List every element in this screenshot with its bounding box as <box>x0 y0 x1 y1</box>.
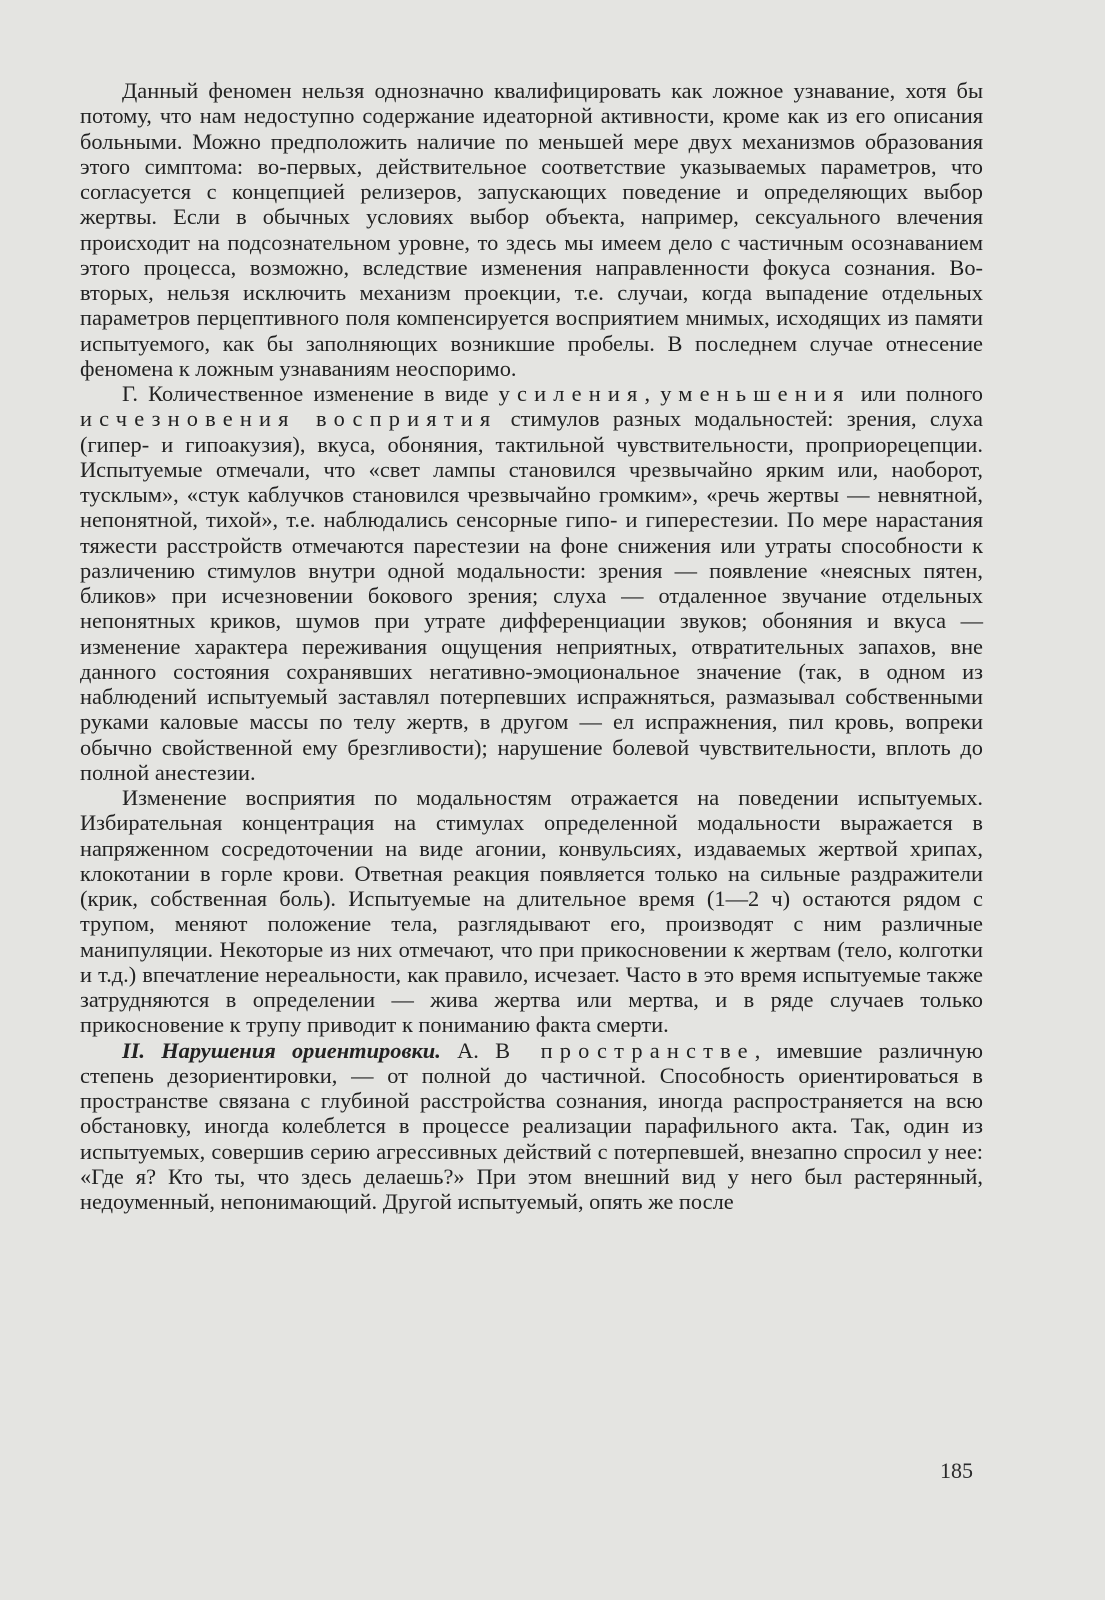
paragraph: Изменение восприятия по модальностям отражается на поведении испытуемых. Избирательная концентрация на стимулах определенной модальности выражается в напряженном сосредоточении на виде агонии, конвульсиях, издаваемых жертвой хрипах, клокотании в горле крови. Ответная реакция появляется только на сильные раздражители (крик, собственная боль). Испытуемые на длительное время (1—2 ч) остаются рядом с трупом, меняют положение тела, разглядывают его, производят с ним различные манипуляции. Некоторые из них отмечают, что при прикосновении к жертвам (тело, колготки и т.д.) впечатление нереальности, как правило, исчезает. Часто в это время испытуемые также затрудняются в определении — жива жертва или мертва, и в ряде случаев только прикосновение к трупу приводит к пониманию факта смерти. <box>80 785 983 1038</box>
paragraph <box>80 381 983 785</box>
paragraph <box>80 1038 983 1215</box>
paragraph-text: , <box>644 381 661 406</box>
paragraph-text: или полного <box>850 381 984 406</box>
page-number: 185 <box>940 1458 973 1483</box>
section-heading: II. Нарушения ориентировки. <box>122 1037 441 1063</box>
paragraph-text: , имевшие различную степень дезориентировки, — от полной до частичной. Способность ориентироваться в пространстве связана с глубиной расстройства сознания, иногда распространяется на всю обстановку, иногда колеблется в процессе реализации парафильного акта. Так, один из испытуемых, совершив серию агрессивных действий с потерпевшей, внезапно спросил у нее: «Где я? Кто ты, что здесь делаешь?» При этом внешний вид у него был растерянный, недоуменный, непонимающий. Другой испытуемый, опять же после <box>80 1037 984 1214</box>
spaced-emphasis: исчезновения восприятия <box>80 406 498 432</box>
spaced-emphasis: уменьшения <box>660 381 851 406</box>
spaced-emphasis: усиления <box>498 381 645 406</box>
paragraph-text: стимулов разных модальностей: зрения, слуха (гипер- и гипоакузия), вкуса, обоняния, тактильной чувствительности, проприорецепции. Испытуемые отмечали, что «свет лампы становился чрезвычайно ярким или, наоборот, тусклым», «стук каблучков становился чрезвычайно громким», «речь жертвы — невнятной, непонятной, тихой», т.е. наблюдались сенсорные гипо- и гиперестезии. По мере нарастания тяжести расстройств отмечаются парестезии на фоне снижения или утраты способности к различению стимулов внутри одной модальности: зрения — появление «неясных пятен, бликов» при исчезновении бокового зрения; слуха — отдаленное звучание отдельных непонятных криков, шумов при утрате дифференциации звуков; обоняния и вкуса — изменение характера переживания ощущения неприятных, отвратительных запахов, вне данного состояния сохранявших негативно-эмоциональное значение (так, в одном из наблюдений испытуемый заставлял потерпевших испражняться, размазывал собственными руками каловые массы по телу жертв, в другом — ел испражнения, пил кровь, вопреки обычно свойственной ему брезгливости); нарушение болевой чувствительности, вплоть до полной анестезии. <box>80 406 983 785</box>
page-body <box>80 78 983 1214</box>
paragraph-text: А. <box>440 1037 496 1063</box>
paragraph-text: Г. Количественное изменение в виде <box>122 381 499 406</box>
paragraph: Данный феномен нельзя однозначно квалифицировать как ложное узнавание, хотя бы потому, что нам недоступно содержание идеаторной активности, кроме как из его описания больными. Можно предположить наличие по меньшей мере двух механизмов образования этого симптома: во-первых, действительное соответствие указываемых параметров, что согласуется с концепцией релизеров, запускающих поведение и определяющих выбор жертвы. Если в обычных условиях выбор объекта, например, сексуального влечения происходит на подсознательном уровне, то здесь мы имеем дело с частичным осознаванием этого процесса, возможно, вследствие изменения направленности фокуса сознания. Во-вторых, нельзя исключить механизм проекции, т.е. случаи, когда выпадение отдельных параметров перцептивного поля компенсируется восприятием мнимых, исходящих из памяти испытуемого, как бы заполняющих возникшие пробелы. В последнем случае отнесение феномена к ложным узнаваниям неоспоримо. <box>80 78 983 381</box>
spaced-emphasis: В пространстве <box>495 1037 755 1063</box>
